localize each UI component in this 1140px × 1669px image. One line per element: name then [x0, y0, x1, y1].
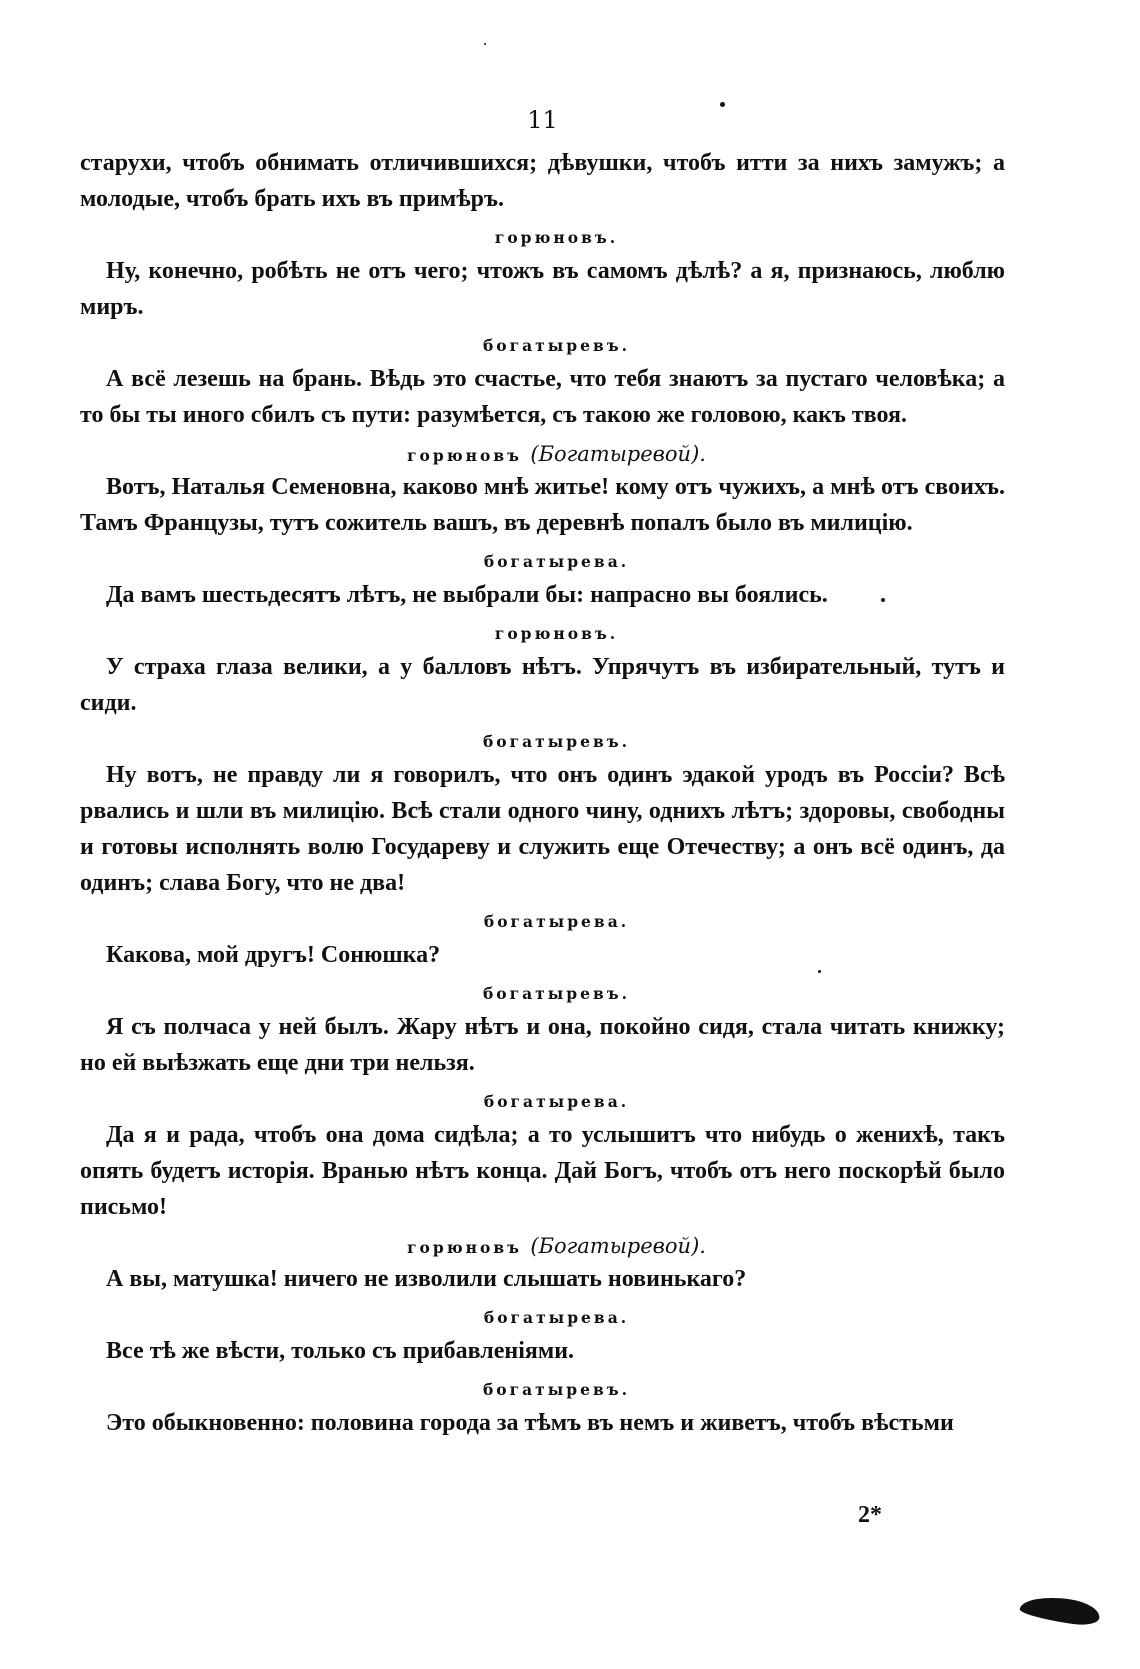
ink-speck [720, 102, 725, 107]
page-number: 11 [527, 106, 558, 134]
speaker-heading [80, 1375, 1005, 1405]
speaker-name: богатыревъ. [482, 984, 631, 1003]
ink-speck [881, 598, 885, 602]
ink-speck [484, 43, 486, 45]
dialogue-paragraph: Какова, мой другъ! Сонюшка? [106, 942, 441, 968]
speaker-name: богатырева. [483, 1092, 630, 1111]
page-body [80, 145, 1005, 1447]
speaker-heading [80, 547, 1005, 577]
speaker-heading [80, 439, 1005, 469]
dialogue-paragraph: Это обыкновенно: половина города за тѣмъ въ немъ и живетъ, чтобъ вѣстьми [106, 1410, 954, 1436]
speaker-heading [80, 727, 1005, 757]
speaker-name: богатырева. [483, 912, 630, 931]
ink-speck [818, 970, 821, 973]
speaker-name: богатыревъ. [482, 1380, 631, 1399]
stage-direction: (Богатыревой). [530, 442, 706, 466]
speaker-name: богатырева. [483, 552, 630, 571]
speaker-name: горюновъ. [494, 228, 619, 247]
dialogue-paragraph: Я съ полчаса у ней былъ. Жару нѣтъ и она, покойно сидя, стала читать книжку; но ей выѣзжать еще дни три нельзя. [80, 1014, 1005, 1076]
dialogue-paragraph: Ну, конечно, робѣть не отъ чего; чтожъ въ самомъ дѣлѣ? а я, признаюсь, люблю миръ. [80, 258, 1005, 320]
dialogue-paragraph: А всё лезешь на брань. Вѣдь это счастье, что тебя знаютъ за пустаго человѣка; а то бы ты иного сбилъ съ пути: разумѣется, съ такою же головою, какъ твоя. [80, 366, 1005, 428]
dialogue-paragraph: У страха глаза велики, а у балловъ нѣтъ. Упрячутъ въ избирательный, тутъ и сиди. [80, 654, 1005, 716]
dialogue-paragraph: Вотъ, Наталья Семеновна, каково мнѣ житье! кому отъ чужихъ, а мнѣ отъ своихъ. Тамъ Французы, тутъ сожитель вашъ, въ деревнѣ попалъ было въ милицію. [80, 474, 1005, 536]
speaker-heading [80, 1303, 1005, 1333]
speaker-heading [80, 331, 1005, 361]
speaker-name: богатырева. [483, 1308, 630, 1327]
signature-mark: 2* [858, 1502, 882, 1528]
dialogue-paragraph: А вы, матушка! ничего не изволили слышать новинькаго? [106, 1266, 747, 1292]
speaker-name: горюновъ. [494, 624, 619, 643]
speaker-heading [80, 979, 1005, 1009]
speaker-heading [80, 1087, 1005, 1117]
speaker-name: богатыревъ. [482, 732, 631, 751]
dialogue-paragraph: Ну вотъ, не правду ли я говорилъ, что онъ одинъ эдакой уродъ въ Россіи? Всѣ рвались и шли въ милицію. Всѣ стали одного чину, однихъ лѣтъ; здоровы, свободны и готовы исполнять волю Государеву и служить еще Отечеству; а онъ всё одинъ, да одинъ; слава Богу, что не два! [80, 762, 1005, 896]
dialogue-paragraph: Да я и рада, чтобъ она дома сидѣла; а то услышитъ что нибудь о женихѣ, такъ опять будетъ исторія. Вранью нѣтъ конца. Дай Богъ, чтобъ отъ него поскорѣй было письмо! [80, 1122, 1005, 1220]
speaker-heading [80, 223, 1005, 253]
speaker-name: богатыревъ. [482, 336, 631, 355]
speaker-name: горюновъ [407, 1238, 522, 1257]
speaker-name: горюновъ [407, 446, 522, 465]
speaker-heading [80, 619, 1005, 649]
speaker-heading [80, 1231, 1005, 1261]
stage-direction: (Богатыревой). [530, 1234, 706, 1258]
dialogue-paragraph: Все тѣ же вѣсти, только съ прибавленіями. [106, 1338, 575, 1364]
speaker-heading [80, 907, 1005, 937]
ink-smudge [1019, 1593, 1102, 1628]
dialogue-paragraph: Да вамъ шестьдесятъ лѣтъ, не выбрали бы: напрасно вы боялись. [106, 582, 828, 608]
dialogue-paragraph: старухи, чтобъ обнимать отличившихся; дѣвушки, чтобъ итти за нихъ замужъ; а молодые, чтобъ брать ихъ въ примѣръ. [80, 150, 1005, 212]
